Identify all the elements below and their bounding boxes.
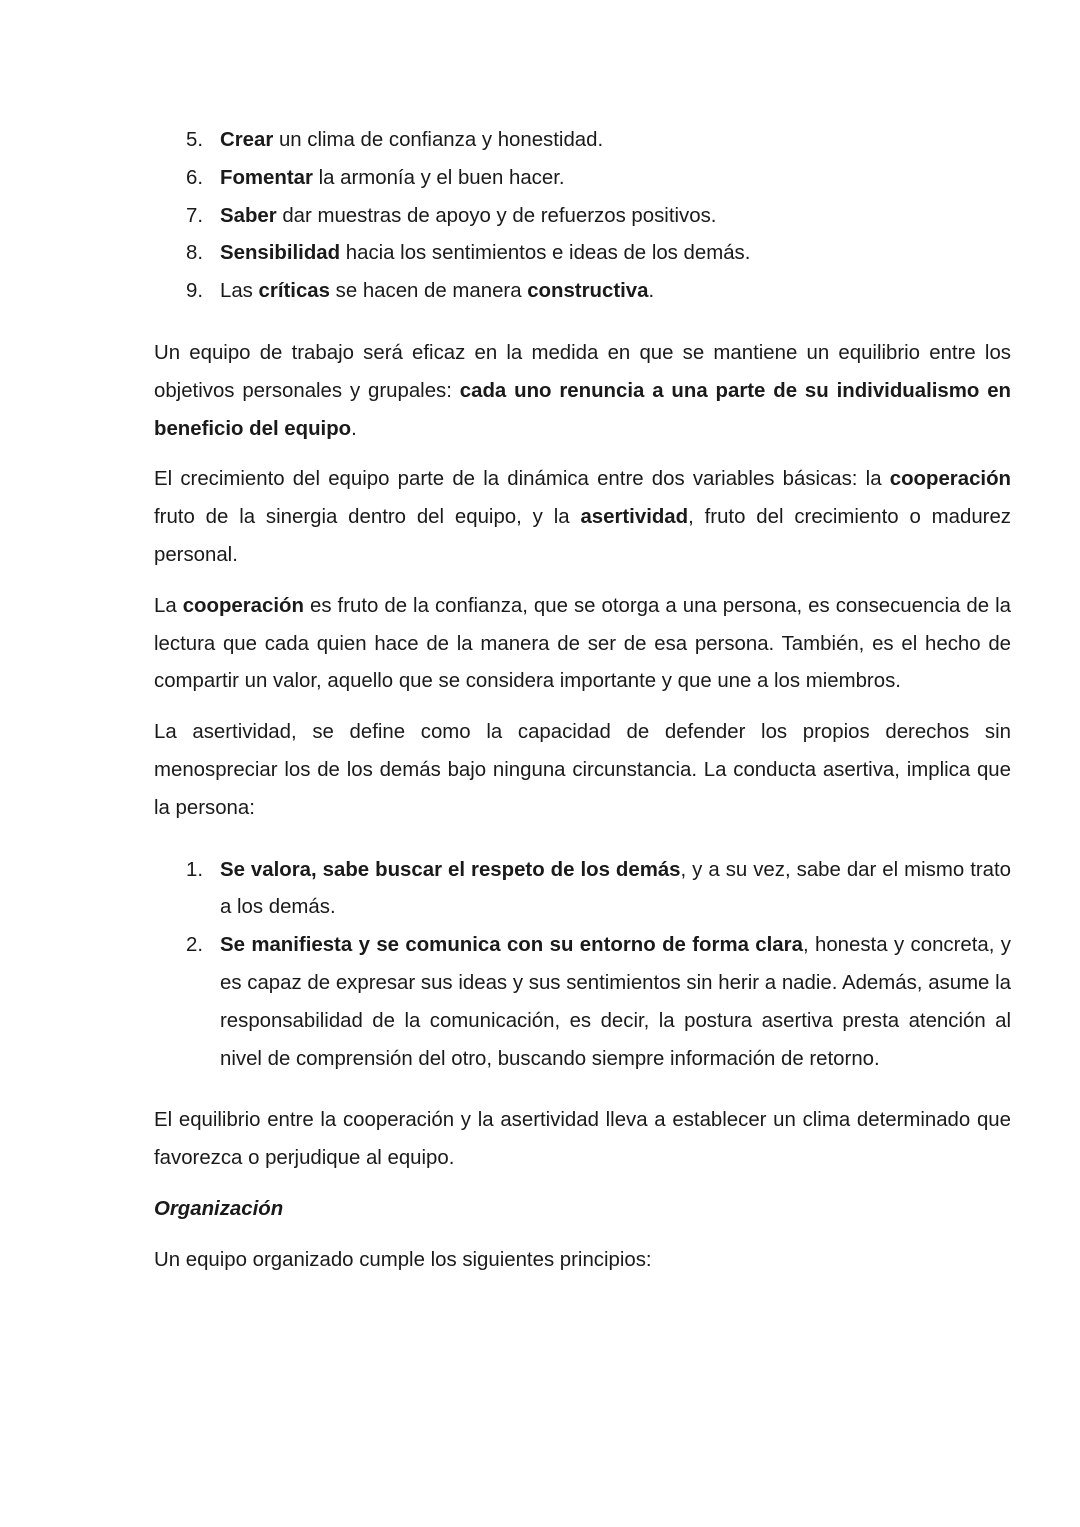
section-heading-organizacion: Organización: [154, 1197, 284, 1220]
list-item: 1. Se valora, sabe buscar el respeto de los demás, y a su vez, sabe dar el mismo trato a los demás.: [154, 852, 1011, 928]
list-number: 1.: [186, 858, 204, 881]
paragraph-team-growth: El crecimiento del equipo parte de la dinámica entre dos variables básicas: la cooperación fruto de la sinergia dentro del equipo, y la asertividad, fruto del crecimiento o madurez personal.: [154, 468, 1011, 566]
bold-term: Sensibilidad: [220, 242, 341, 265]
document-page: [154, 122, 1011, 1280]
bold-term: Se valora, sabe buscar el respeto de los demás: [220, 858, 681, 881]
bold-term: Fomentar: [220, 166, 313, 189]
bold-term: Saber: [220, 204, 277, 227]
list-item: 5. Crear un clima de confianza y honestidad.: [154, 122, 1011, 160]
numbered-list-assertive-traits: [154, 852, 1011, 1079]
numbered-list-principles: [154, 122, 1011, 311]
list-item: 9. Las críticas se hacen de manera constructiva.: [154, 273, 1011, 311]
list-item: 7. Saber dar muestras de apoyo y de refuerzos positivos.: [154, 198, 1011, 236]
list-number: 9.: [186, 280, 204, 303]
paragraph-organized-team: Un equipo organizado cumple los siguientes principios:: [154, 1248, 652, 1271]
list-number: 2.: [186, 934, 204, 957]
bold-term: Crear: [220, 129, 274, 151]
list-item: 8. Sensibilidad hacia los sentimientos e ideas de los demás.: [154, 235, 1011, 273]
list-item: 2. Se manifiesta y se comunica con su entorno de forma clara, honesta y concreta, y es capaz de expresar sus ideas y sus sentimientos sin herir a nadie. Además, asume la responsabilidad de la comunicación, es decir, la postura asertiva presta atención al nivel de comprensión del otro, buscando siempre información de retorno.: [154, 927, 1011, 1078]
list-number: 5.: [186, 129, 204, 151]
list-number: 7.: [186, 204, 204, 227]
bold-term: críticas: [258, 280, 330, 303]
paragraph-team-efficacy: Un equipo de trabajo será eficaz en la medida en que se mantiene un equilibrio entre los objetivos personales y grupales: cada uno renuncia a una parte de su individualismo en beneficio del equipo.: [154, 341, 1011, 440]
list-number: 8.: [186, 242, 204, 265]
bold-term: constructiva: [527, 280, 649, 303]
paragraph-assertiveness: La asertividad, se define como la capacidad de defender los propios derechos sin menospreciar los de los demás bajo ninguna circunstancia. La conducta asertiva, implica que la persona:: [154, 721, 1011, 819]
paragraph-cooperation: La cooperación es fruto de la confianza, que se otorga a una persona, es consecuencia de la lectura que cada quien hace de la manera de ser de esa persona. También, es el hecho de compartir un valor, aquello que se considera importante y que une a los miembros.: [154, 594, 1011, 693]
bold-term: Se manifiesta y se comunica con su entorno de forma clara: [220, 934, 803, 957]
paragraph-balance: El equilibrio entre la cooperación y la asertividad lleva a establecer un clima determinado que favorezca o perjudique al equipo.: [154, 1109, 1011, 1170]
list-item: 6. Fomentar la armonía y el buen hacer.: [154, 160, 1011, 198]
list-number: 6.: [186, 166, 204, 189]
